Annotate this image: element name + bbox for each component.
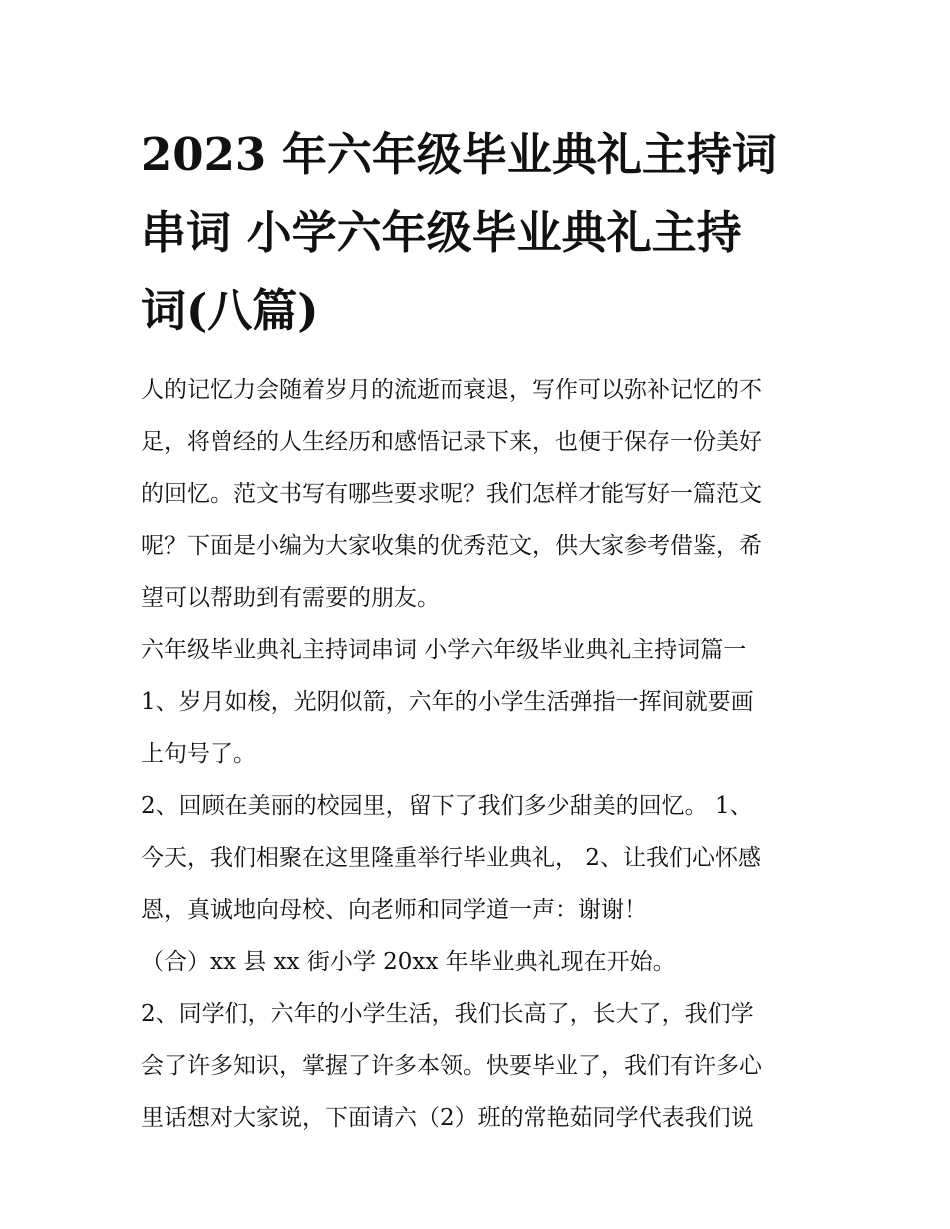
text-line: 六年级毕业典礼主持词串词 小学六年级毕业典礼主持词篇一 <box>141 637 747 663</box>
text-line: （合）xx 县 xx 街小学 20xx 年毕业典礼现在开始。 <box>141 949 676 975</box>
text-line: 人的记忆力会随着岁月的流逝而衰退，写作可以弥补记忆的不 <box>141 377 762 403</box>
text-line: 1、岁月如梭，光阴似箭，六年的小学生活弹指一挥间就要画 <box>141 689 754 715</box>
document-page <box>141 116 813 1144</box>
text-line: 望可以帮助到有需要的朋友。 <box>141 585 440 611</box>
text-line: 足，将曾经的人生经历和感悟记录下来，也便于保存一份美好 <box>141 429 762 455</box>
body-paragraph <box>141 936 813 988</box>
body-paragraph <box>141 988 813 1144</box>
text-line: 的回忆。范文书写有哪些要求呢？我们怎样才能写好一篇范文 <box>141 481 762 507</box>
document-title <box>141 116 813 350</box>
text-line: 恩，真诚地向母校、向老师和同学道一声：谢谢！ <box>141 897 647 923</box>
body-paragraph <box>141 676 813 780</box>
title-line: 2023 年六年级毕业典礼主持词 <box>141 128 777 181</box>
text-line: 呢？下面是小编为大家收集的优秀范文，供大家参考借鉴，希 <box>141 533 762 559</box>
text-line: 上句号了。 <box>141 741 256 767</box>
text-line: 会了许多知识，掌握了许多本领。快要毕业了，我们有许多心 <box>141 1053 762 1079</box>
title-line: 词(八篇) <box>141 284 319 337</box>
intro-paragraph <box>141 364 813 624</box>
body-paragraph <box>141 780 813 936</box>
section-heading <box>141 624 813 676</box>
text-line: 今天，我们相聚在这里隆重举行毕业典礼， 2、让我们心怀感 <box>141 845 761 871</box>
title-line: 串词 小学六年级毕业典礼主持 <box>141 206 742 259</box>
text-line: 2、回顾在美丽的校园里，留下了我们多少甜美的回忆。 1、 <box>141 793 753 819</box>
text-line: 2、同学们，六年的小学生活，我们长高了，长大了，我们学 <box>141 1001 754 1027</box>
text-line: 里话想对大家说，下面请六（2）班的常艳茹同学代表我们说 <box>141 1105 754 1131</box>
